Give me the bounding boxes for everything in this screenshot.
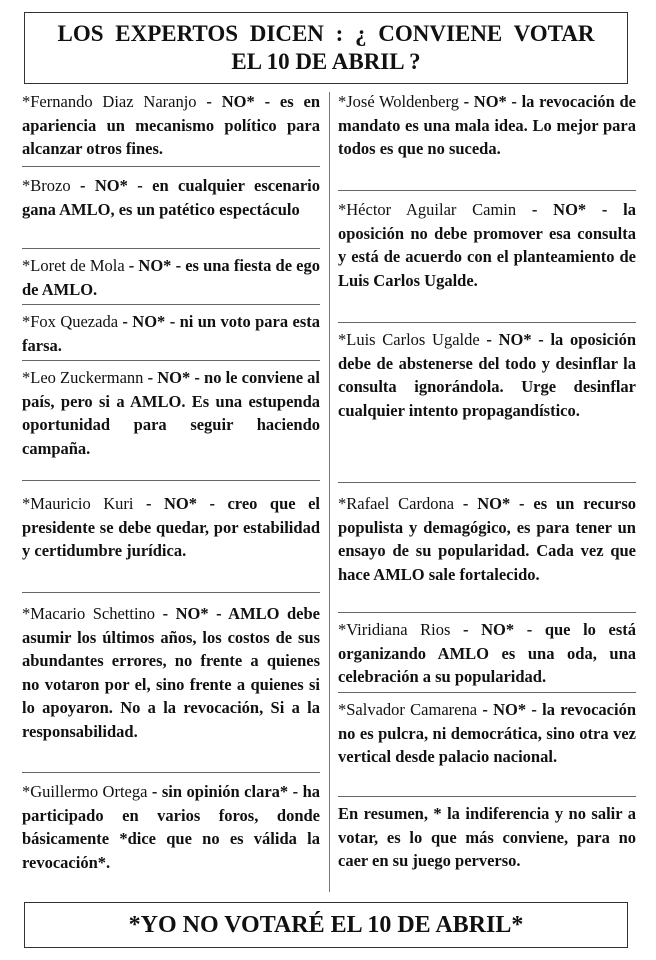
divider-line — [22, 480, 320, 481]
expert-opinion: sin opinión clara* - ha participado en varios foros, donde básicamente *dice que no es válida la revocación*. — [22, 782, 320, 872]
expert-name: *Viridiana Rios — [338, 620, 451, 639]
quote-salvador-camarena — [338, 698, 636, 769]
divider-line — [22, 166, 320, 167]
expert-vote: - NO* - — [145, 494, 215, 513]
header-title-line-2: EL 10 DE ABRIL ? — [231, 49, 421, 74]
header-box — [24, 12, 628, 84]
expert-opinion: que lo está organizando AMLO es una oda, una celebración a su popularidad. — [338, 620, 636, 686]
summary-paragraph — [338, 802, 636, 873]
divider-line — [338, 322, 636, 323]
expert-name: *Leo Zuckermann — [22, 368, 144, 387]
quote-hector-aguilar-camin — [338, 198, 636, 292]
divider-line — [22, 248, 320, 249]
quote-leo-zuckermann — [22, 366, 320, 460]
expert-vote: - NO* - — [482, 700, 537, 719]
footer-slogan: *YO NO VOTARÉ EL 10 DE ABRIL* — [128, 911, 524, 938]
expert-vote: - NO* - — [122, 312, 176, 331]
expert-name: *Fox Quezada — [22, 312, 119, 331]
divider-line — [338, 612, 636, 613]
quote-jose-woldenberg — [338, 90, 636, 161]
expert-name: *Guillermo Ortega — [22, 782, 148, 801]
expert-name: *Luis Carlos Ugalde — [338, 330, 480, 349]
expert-name: *Mauricio Kuri — [22, 494, 134, 513]
quote-fox-quezada — [22, 310, 320, 357]
expert-opinion: la oposición debe de abstenerse del todo y desinflar la consulta ignorándola. Urge desinflar cualquier intento propagandístico. — [338, 330, 637, 420]
expert-name: *José Woldenberg — [338, 92, 459, 111]
quote-mauricio-kuri — [22, 492, 320, 563]
expert-vote: - NO* - — [162, 604, 222, 623]
quote-viridiana-rios — [338, 618, 636, 689]
quote-guillermo-ortega — [22, 780, 320, 874]
expert-opinion: es una fiesta de ego de AMLO. — [22, 256, 320, 299]
divider-line — [22, 592, 320, 593]
expert-name: *Fernando Diaz Naranjo — [22, 92, 197, 111]
footer-box — [24, 902, 628, 948]
expert-name: *Héctor Aguilar Camin — [338, 200, 517, 219]
expert-name: *Brozo — [22, 176, 71, 195]
expert-vote: - NO* - — [128, 256, 182, 275]
expert-vote: - NO* - — [206, 92, 271, 111]
expert-name: *Rafael Cardona — [338, 494, 455, 513]
expert-opinion: AMLO debe asumir los últimos años, los costos de sus abundantes errores, no frente a quienes no votaron por el, sino frente a quienes si lo apoyaron. No a la revocación, Si a la responsabilidad. — [22, 604, 321, 741]
expert-opinion: creo que el presidente se debe quedar, por estabilidad y certidumbre jurídica. — [22, 494, 320, 560]
divider-line — [338, 190, 636, 191]
expert-vote: - NO* - — [463, 92, 517, 111]
expert-name: *Salvador Camarena — [338, 700, 478, 719]
divider-line — [22, 304, 320, 305]
expert-opinion: la revocación no es pulcra, ni democrática, sino otra vez vertical desde palacio nacional. — [338, 700, 637, 766]
quote-loret-de-mola — [22, 254, 320, 301]
quote-brozo — [22, 174, 320, 221]
quote-rafael-cardona — [338, 492, 636, 586]
expert-name: *Loret de Mola — [22, 256, 125, 275]
quote-luis-carlos-ugalde — [338, 328, 636, 422]
expert-opinion: la revocación de mandato es una mala idea. Lo mejor para todos es que no suceda. — [338, 92, 636, 158]
quote-macario-schettino — [22, 602, 320, 743]
summary-text: En resumen, * la indiferencia y no salir a votar, es lo que más conviene, para no caer en su juego perverso. — [338, 804, 636, 870]
expert-vote: - — [151, 782, 158, 801]
quote-fernando-diaz-naranjo — [22, 90, 320, 161]
divider-line — [22, 772, 320, 773]
expert-vote: - NO* - — [462, 494, 525, 513]
divider-line — [338, 482, 636, 483]
expert-opinion: no le conviene al país, pero si a AMLO. Es una estupenda oportunidad para seguir haciendo campaña. — [22, 368, 321, 458]
expert-vote: - NO* - — [531, 200, 608, 219]
expert-opinion: es en apariencia un mecanismo político para alcanzar otros fines. — [22, 92, 321, 158]
expert-vote: - NO* - — [463, 620, 533, 639]
divider-line — [338, 692, 636, 693]
divider-line — [338, 796, 636, 797]
expert-vote: - NO* - — [486, 330, 544, 349]
expert-vote: - NO* - — [79, 176, 143, 195]
expert-opinion: es un recurso populista y demagógico, es para tener un ensayo de su popularidad. Cada vez que hace AMLO sale fortalecido. — [338, 494, 637, 584]
expert-vote: - NO* - — [147, 368, 200, 387]
expert-opinion: en cualquier escenario gana AMLO, es un patético espectáculo — [22, 176, 320, 219]
column-divider — [329, 92, 330, 892]
expert-name: *Macario Schettino — [22, 604, 156, 623]
expert-opinion: ni un voto para esta farsa. — [22, 312, 320, 355]
divider-line — [22, 360, 320, 361]
expert-opinion: la oposición no debe promover esa consulta y está de acuerdo con el planteamiento de Luis Carlos Ugalde. — [338, 200, 636, 290]
header-title-line-1: LOS EXPERTOS DICEN : ¿ CONVIENE VOTAR — [57, 21, 595, 46]
